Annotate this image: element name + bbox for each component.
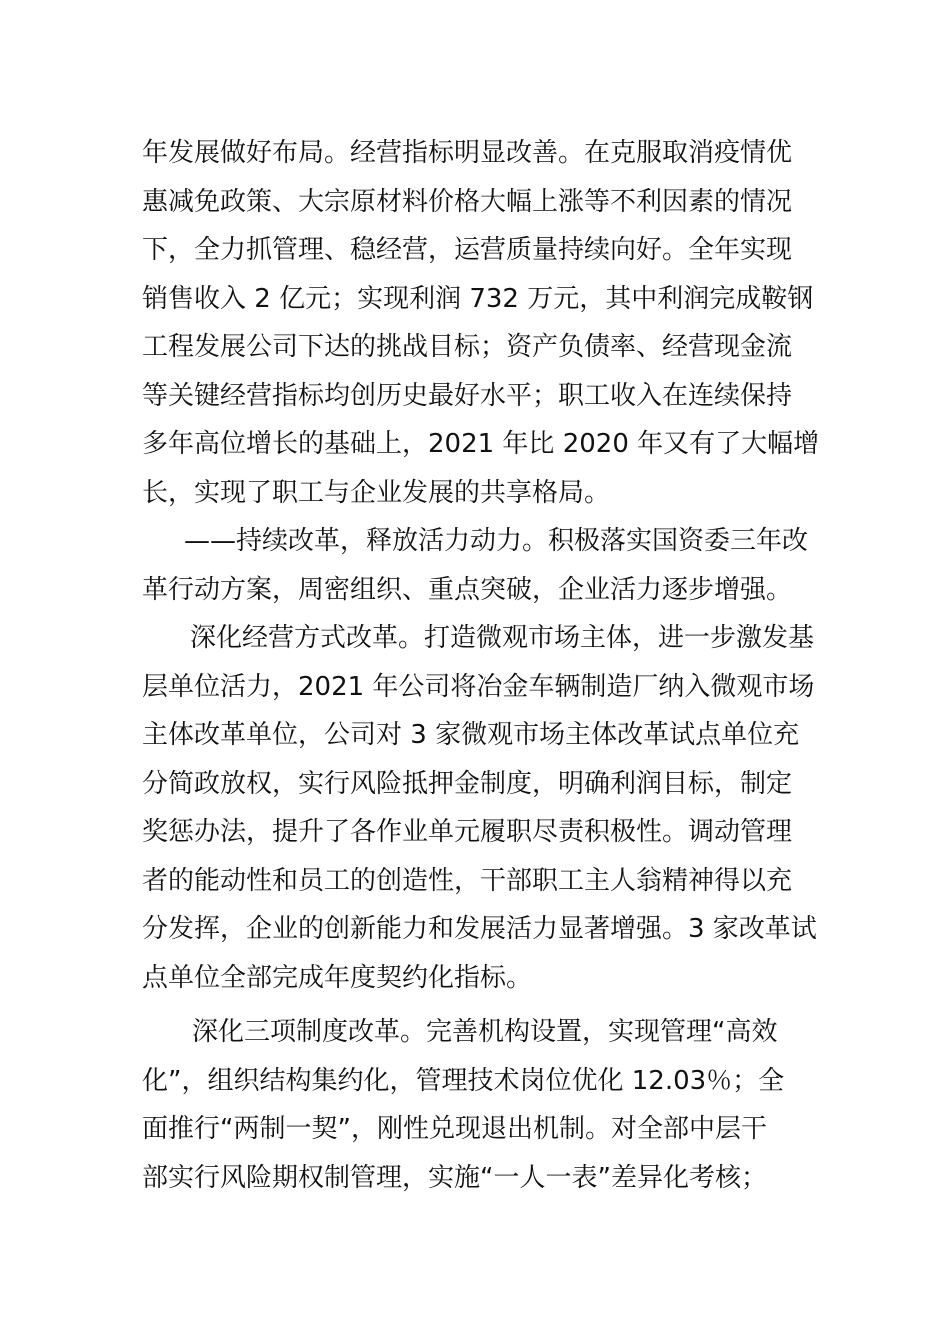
body-text bbox=[142, 129, 820, 1202]
text-line: 革行动方案，周密组织、重点突破，企业活力逐步增强。 bbox=[142, 574, 793, 605]
paragraph bbox=[142, 1008, 810, 1202]
text-line: 奖惩办法，提升了各作业单元履职尽责积极性。调动管理 bbox=[142, 817, 793, 847]
paragraph bbox=[142, 129, 820, 517]
text-line: 工程发展公司下达的挑战目标；资产负债率、经营现金流 bbox=[142, 332, 793, 362]
text-line: 深化经营方式改革。打造微观市场主体，进一步激发基 bbox=[190, 623, 815, 653]
text-line: 层单位活力，2021 年公司将冶金车辆制造厂纳入微观市场 bbox=[142, 671, 815, 702]
paragraph bbox=[142, 614, 817, 1002]
text-line: 者的能动性和员工的创造性，干部职工主人翁精神得以充 bbox=[142, 865, 793, 896]
text-line: 分发挥，企业的创新能力和发展活力显著增强。3 家改革试 bbox=[142, 914, 817, 944]
text-line: 等关键经营指标均创历史最好水平；职工收入在连续保持 bbox=[142, 380, 793, 411]
text-line: 年发展做好布局。经营指标明显改善。在克服取消疫情优 bbox=[142, 138, 793, 168]
text-line: 多年高位增长的基础上，2021 年比 2020 年又有了大幅增 bbox=[142, 429, 820, 459]
text-line: 下，全力抓管理、稳经营，运营质量持续向好。全年实现 bbox=[142, 235, 793, 265]
text-line: 面推行“两制一契”，刚性兑现退出机制。对全部中层干 bbox=[142, 1114, 767, 1144]
text-line: 深化三项制度改革。完善机构设置，实现管理“高效 bbox=[192, 1017, 778, 1047]
text-line: ——持续改革，释放活力动力。积极落实国资委三年改 bbox=[184, 526, 809, 556]
paragraph bbox=[142, 517, 810, 614]
text-line: 化”，组织结构集约化，管理技术岗位优化 12.03％；全 bbox=[142, 1065, 785, 1096]
text-line: 长，实现了职工与企业发展的共享格局。 bbox=[142, 477, 611, 508]
text-line: 分简政放权，实行风险抵押金制度，明确利润目标，制定 bbox=[142, 768, 793, 799]
text-line: 部实行风险期权制管理，实施“一人一表”差异化考核； bbox=[142, 1162, 767, 1193]
text-line: 主体改革单位，公司对 3 家微观市场主体改革试点单位充 bbox=[142, 720, 800, 750]
text-line: 销售收入 2 亿元；实现利润 732 万元，其中利润完成鞍钢 bbox=[142, 283, 814, 314]
text-line: 点单位全部完成年度契约化指标。 bbox=[142, 962, 533, 993]
text-line: 惠减免政策、大宗原材料价格大幅上涨等不利因素的情况 bbox=[142, 186, 793, 217]
